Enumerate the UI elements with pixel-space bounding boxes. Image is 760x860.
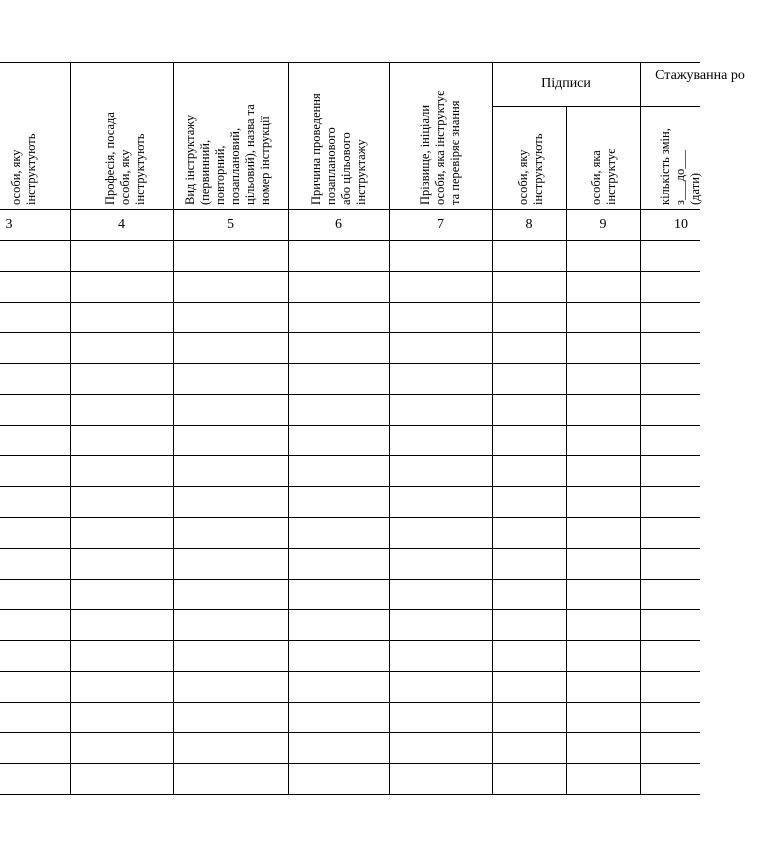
header-text-line: Прізвище, ініціали (417, 104, 432, 205)
header-text-line: Причина проведення (309, 93, 323, 205)
table-row-line (0, 517, 700, 518)
column-number: 5 (227, 217, 234, 232)
column-number: 6 (335, 217, 342, 232)
header-text-line: Стажуван (655, 68, 714, 83)
table-row-line (0, 425, 700, 426)
column-divider (70, 62, 71, 794)
header-text-line: особи, яка (589, 150, 603, 205)
table-row-line (0, 455, 700, 456)
table-row-line (0, 548, 700, 549)
header-col3-person-instructed (4, 65, 44, 205)
header-signatures-group: Підписи (541, 76, 591, 91)
table-row-line (0, 302, 700, 303)
header-col8-signature-instructed (514, 109, 548, 205)
header-col5-instruction-type (180, 65, 276, 205)
table-row-line (0, 794, 700, 795)
header-text-line: з___до___ (672, 149, 687, 205)
header-text-line: на ро (713, 68, 745, 83)
table-row-line (0, 271, 700, 272)
internship-group-divider (640, 106, 700, 107)
header-text-line: особи, яку (117, 149, 132, 205)
header-text-line: (дати) (687, 172, 702, 205)
table-row-line (0, 732, 700, 733)
header-text-line: кількість змін, (657, 128, 672, 205)
column-divider (640, 62, 641, 794)
header-text-line: Вид інструктажу (183, 114, 197, 205)
column-divider (492, 62, 493, 794)
header-col9-signature-instructor (587, 109, 621, 205)
header-text-line: Професія, посада (102, 112, 117, 205)
header-text-line: особи, яку (9, 149, 23, 205)
column-number: 4 (118, 217, 125, 232)
column-divider (389, 62, 390, 794)
column-number: 9 (599, 217, 607, 232)
header-col6-reason (306, 65, 372, 205)
table-top-border (0, 62, 700, 63)
column-number: 3 (5, 217, 13, 232)
table-row-line (0, 579, 700, 580)
table-row-line (0, 394, 700, 395)
header-text-line: інструктує (604, 148, 618, 205)
header-text-line: позапланового (324, 127, 338, 205)
table-row-line (0, 363, 700, 364)
column-number: 10 (674, 217, 688, 232)
header-text-line: особи, яку (516, 149, 530, 205)
table-row-line (0, 609, 700, 610)
table-row-line (0, 763, 700, 764)
header-text-line: інструктують (24, 133, 38, 205)
column-divider (173, 62, 174, 794)
table-row-line (0, 702, 700, 703)
column-number: 7 (437, 217, 444, 232)
column-numbers-bottom-border (0, 240, 700, 241)
header-col4-profession (100, 65, 150, 205)
header-col7-instructor-name (415, 65, 465, 205)
header-text-line: позаплановий, (228, 127, 242, 205)
header-col10-shifts-count (655, 109, 705, 205)
table-row-line (0, 671, 700, 672)
header-internship-group (640, 68, 760, 84)
header-text-line: та перевіряє знання (447, 100, 462, 205)
column-divider (288, 62, 289, 794)
header-text-line: або цільового (339, 132, 353, 205)
table-row-line (0, 332, 700, 333)
header-text-line: номер інструкції (258, 116, 272, 205)
header-text-line: (первинний, (198, 139, 212, 205)
header-text-line: інструктують (132, 133, 147, 205)
header-text-line: інструктажу (354, 139, 368, 205)
header-text-line: цільовий), назва та (243, 104, 257, 205)
header-text-line: повторний, (213, 145, 227, 205)
header-text-line: особи, яка інструктує (432, 90, 447, 205)
column-number: 8 (525, 217, 533, 232)
header-text-line: інструктують (531, 133, 545, 205)
table-row-line (0, 640, 700, 641)
table-row-line (0, 486, 700, 487)
